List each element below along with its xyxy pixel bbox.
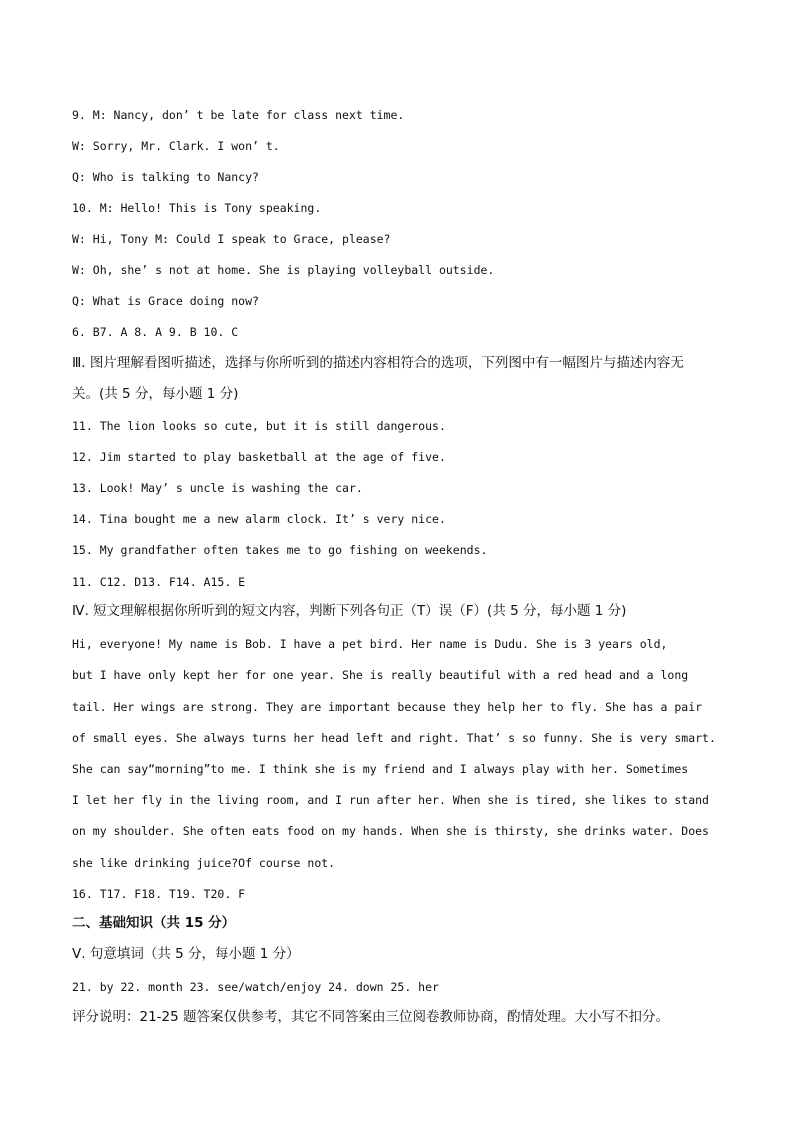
- passage-line: of small eyes. She always turns her head left and right. That’ s so funny. She is very smart.: [72, 731, 716, 745]
- part-2-heading: 二、基础知识（共 15 分）: [72, 915, 236, 931]
- sentence-line: 12. Jim started to play basketball at the age of five.: [72, 450, 446, 464]
- dialogue-line: 9. M: Nancy, don’ t be late for class next time.: [72, 108, 405, 122]
- dialogue-line: 10. M: Hello! This is Tony speaking.: [72, 201, 322, 215]
- dialogue-line: W: Hi, Tony M: Could I speak to Grace, please?: [72, 232, 391, 246]
- passage-line: She can say“morning”to me. I think she is my friend and I always play with her. Sometimes: [72, 762, 689, 776]
- sentence-line: 11. The lion looks so cute, but it is still dangerous.: [72, 419, 446, 433]
- sentence-line: 15. My grandfather often takes me to go fishing on weekends.: [72, 543, 488, 557]
- passage-line: Hi, everyone! My name is Bob. I have a pet bird. Her name is Dudu. She is 3 years old,: [72, 637, 668, 651]
- section-4-heading: Ⅳ. 短文理解根据你所听到的短文内容，判断下列各句正（T）误（F）(共 5 分，每小题 1 分): [72, 603, 627, 619]
- sentence-line: 13. Look! May’ s uncle is washing the car.: [72, 481, 363, 495]
- answer-key-line: 16. T17. F18. T19. T20. F: [72, 887, 246, 901]
- passage-line: but I have only kept her for one year. She is really beautiful with a red head and a long: [72, 668, 689, 682]
- passage-line: I let her fly in the living room, and I run after her. When she is tired, she likes to stand: [72, 793, 709, 807]
- answer-key-line: 11. C12. D13. F14. A15. E: [72, 575, 246, 589]
- passage-line: tail. Her wings are strong. They are important because they help her to fly. She has a pair: [72, 700, 703, 714]
- dialogue-line: W: Sorry, Mr. Clark. I won’ t.: [72, 139, 280, 153]
- answer-key-line: 21. by 22. month 23. see/watch/enjoy 24. down 25. her: [72, 980, 439, 994]
- answer-key-line: 6. B7. A 8. A 9. B 10. C: [72, 325, 239, 339]
- question-line: Q: What is Grace doing now?: [72, 294, 259, 308]
- question-line: Q: Who is talking to Nancy?: [72, 170, 259, 184]
- section-3-heading-cont: 关。(共 5 分，每小题 1 分): [72, 386, 239, 402]
- scoring-note: 评分说明：21-25 题答案仅供参考，其它不同答案由三位阅卷教师协商，酌情处理。大小写不扣分。: [72, 1009, 670, 1025]
- dialogue-line: W: Oh, she’ s not at home. She is playing volleyball outside.: [72, 263, 495, 277]
- passage-line: on my shoulder. She often eats food on my hands. When she is thirsty, she drinks water. Does: [72, 824, 709, 838]
- section-3-heading: Ⅲ. 图片理解看图听描述，选择与你所听到的描述内容相符合的选项，下列图中有一幅图片与描述内容无: [72, 355, 684, 371]
- passage-line: she like drinking juice?Of course not.: [72, 856, 336, 870]
- section-5-heading: Ⅴ. 句意填词（共 5 分，每小题 1 分）: [72, 946, 300, 962]
- sentence-line: 14. Tina bought me a new alarm clock. It’ s very nice.: [72, 512, 446, 526]
